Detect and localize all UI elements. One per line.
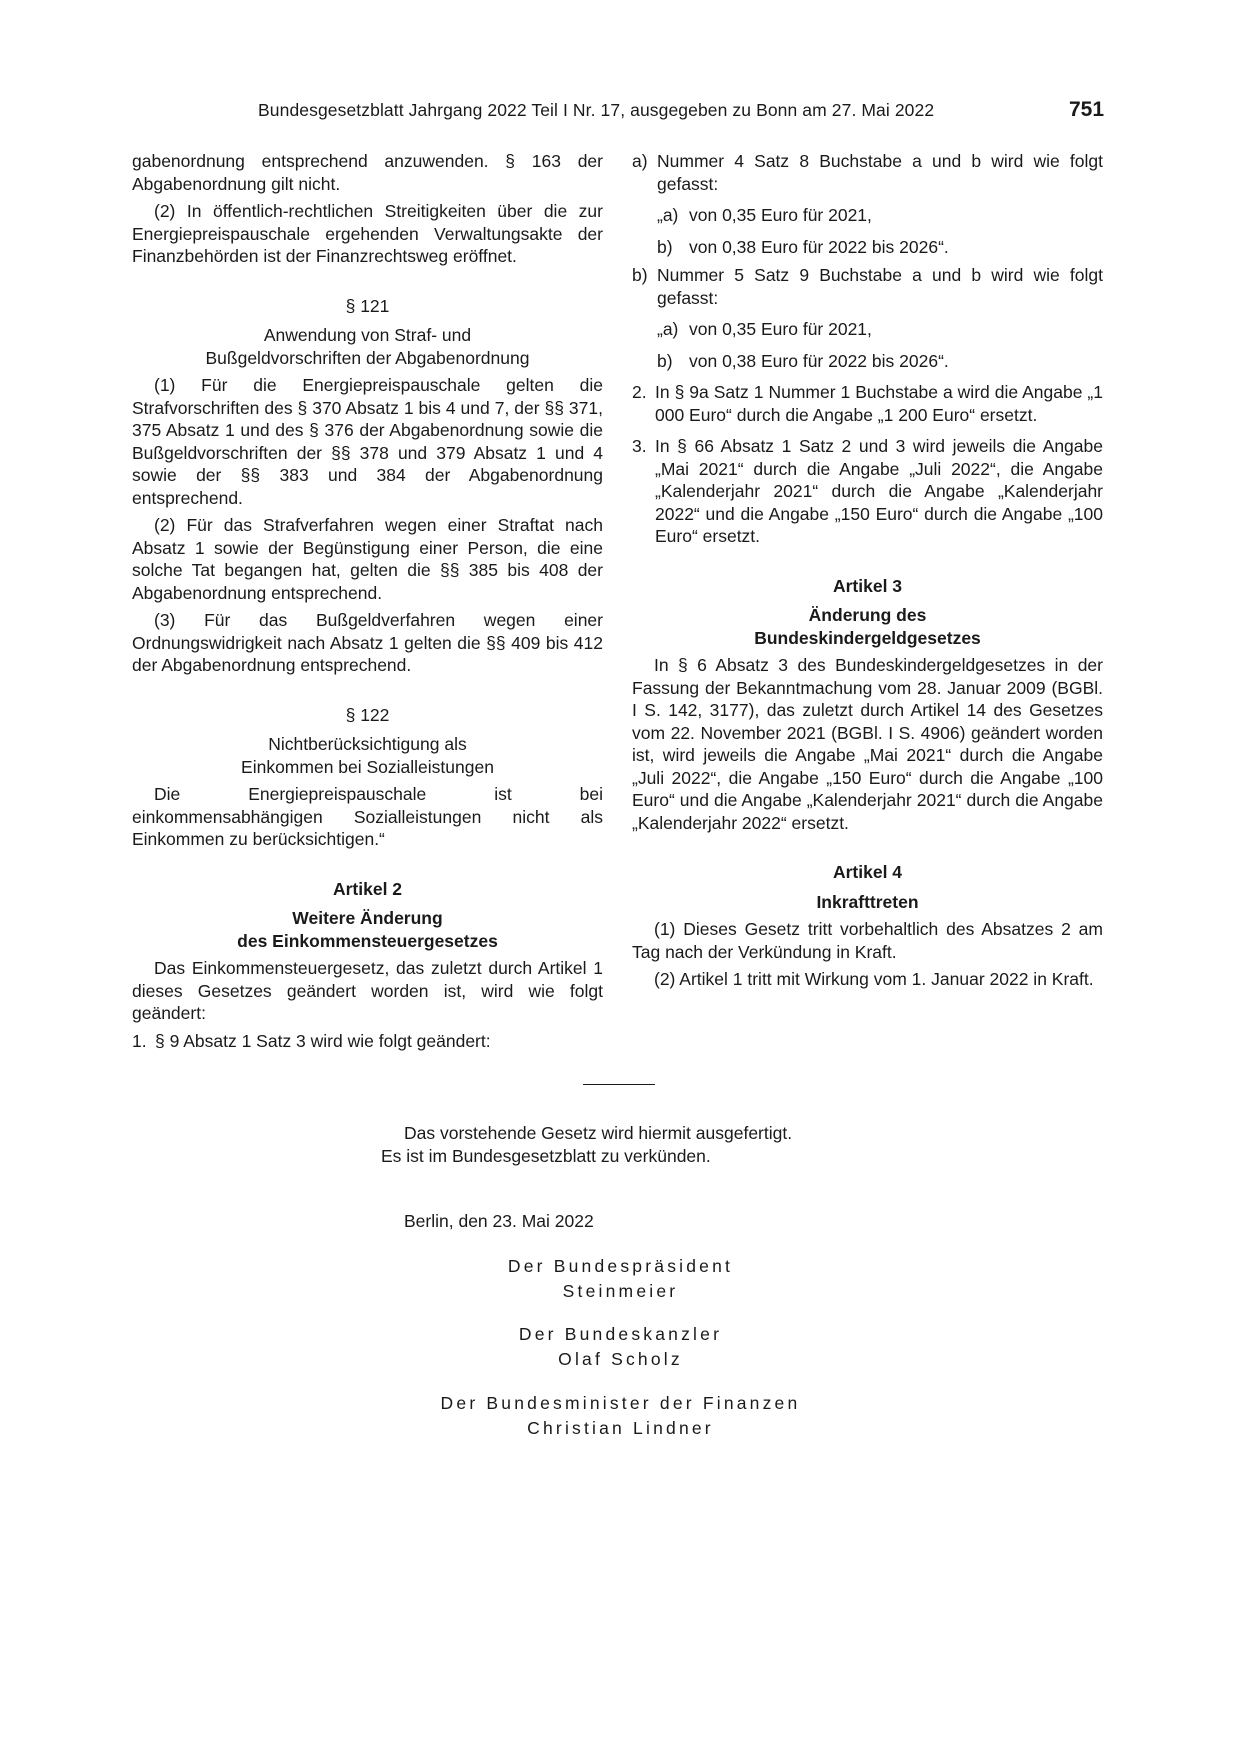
amendment-line — [632, 350, 1103, 373]
paragraph: gabenordnung entsprechend anzuwenden. § 163 der Abgabenordnung gilt nicht. — [132, 151, 603, 194]
paragraph: (1) Für die Energiepreispauschale gelten die Strafvorschriften des § 370 Absatz 1 bis 4 und 7, der §§ 371, 375 Absatz 1 und des § 376 der Abgabenordnung sowie die Bußgeldvorschriften der §§ 378 und 379 Absatz 1 und 4 sowie der §§ 383 und 384 der Abgabenordnung entsprechend. — [132, 375, 603, 508]
promulgation-line: Es ist im Bundesgesetzblatt zu verkünden. — [381, 1146, 711, 1166]
list-item-number: 1. — [132, 1030, 147, 1051]
article-title: des Einkommensteuergesetzes — [237, 930, 498, 951]
section-title: Nichtberücksichtigung als — [268, 734, 467, 754]
paragraph: Die Energiepreispauschale ist bei einkommensabhängigen Sozialleistungen nicht als Einkommen zu berücksichtigen.“ — [132, 784, 603, 849]
signatory-name: Olaf Scholz — [558, 1349, 683, 1369]
article-heading: Artikel 2 — [332, 878, 403, 899]
list-subitem-letter: b) — [632, 265, 648, 285]
list-item — [132, 1030, 603, 1053]
paragraph: (1) Dieses Gesetz tritt vorbehaltlich des Absatzes 2 am Tag nach der Verkündung in Kraft. — [632, 919, 1103, 962]
amendment-line — [632, 236, 1103, 259]
article-title: Weitere Änderung — [292, 908, 443, 928]
right-column — [632, 150, 1103, 991]
promulgation-line: Das vorstehende Gesetz wird hiermit ausgefertigt. — [404, 1123, 793, 1143]
paragraph: In § 6 Absatz 3 des Bundeskindergeldgesetzes in der Fassung der Bekanntmachung vom 28. Januar 2009 (BGBl. I S. 142, 3177), das zuletzt durch Artikel 14 des Gesetzes vom 22. November 2021 (BGBl. I S. 4906) geändert worden ist, wird jeweils die Angabe „Mai 2021“ durch die Angabe „Juli 2022“, die Angabe „150 Euro“ durch die Angabe „100 Euro“ und die Angabe „Kalenderjahr 2021“ durch die Angabe „Kalenderjahr 2022“ ersetzt. — [632, 655, 1103, 833]
page-number: 751 — [1069, 98, 1105, 121]
article-heading: Artikel 4 — [832, 862, 903, 882]
section-title: Bußgeldvorschriften der Abgabenordnung — [205, 347, 530, 368]
paragraph: (3) Für das Bußgeldverfahren wegen einer Ordnungswidrigkeit nach Absatz 1 gelten die §§ 409 bis 412 der Abgabenordnung entsprechend. — [132, 610, 603, 675]
amendment-text: von 0,38 Euro für 2022 bis 2026“. — [689, 350, 949, 371]
divider — [583, 1084, 655, 1085]
amendment-line — [632, 204, 1103, 227]
signatory-role: Der Bundeskanzler — [518, 1324, 723, 1344]
list-item-number: 2. — [632, 382, 647, 402]
paragraph: (2) Für das Strafverfahren wegen einer Straftat nach Absatz 1 sowie der Begünstigung einer Person, die eine solche Tat begangen hat, gelten die §§ 385 bis 408 der Abgabenordnung entsprechend. — [132, 515, 603, 603]
list-item-text: § 9 Absatz 1 Satz 3 wird wie folgt geändert: — [155, 1030, 491, 1051]
section-number: § 121 — [345, 295, 390, 316]
list-item — [632, 435, 1103, 548]
running-header: Bundesgesetzblatt Jahrgang 2022 Teil I Nr. 17, ausgegeben zu Bonn am 27. Mai 2022 — [258, 100, 935, 120]
list-item-text: In § 66 Absatz 1 Satz 2 und 3 wird jeweils die Angabe „Mai 2021“ durch die Angabe „Juli 2022“, die Angabe „Kalenderjahr 2021“ durch die Angabe „Kalenderjahr 2022“ und die Angabe „150 Euro“ durch die Angabe „100 Euro“ ersetzt. — [655, 436, 1103, 546]
list-subitem — [632, 150, 1103, 195]
amendment-letter: „a) — [657, 319, 679, 339]
list-subitem — [632, 264, 1103, 309]
list-subitem-text: Nummer 4 Satz 8 Buchstabe a und b wird wie folgt gefasst: — [657, 151, 1103, 194]
signatory-role: Der Bundespräsident — [507, 1256, 734, 1276]
amendment-letter: „a) — [657, 205, 679, 225]
article-heading: Artikel 3 — [832, 575, 903, 596]
article-title: Inkrafttreten — [816, 891, 919, 912]
place-date: Berlin, den 23. Mai 2022 — [404, 1211, 594, 1231]
list-subitem-letter: a) — [632, 151, 648, 171]
signatory-name: Christian Lindner — [527, 1418, 714, 1438]
article-title: Bundeskindergeldgesetzes — [754, 627, 981, 648]
paragraph: (2) In öffentlich-rechtlichen Streitigkeiten über die zur Energiepreispauschale ergehenden Verwaltungsakte der Finanzbehörden ist der Finanzrechtsweg eröffnet. — [132, 201, 603, 266]
article-title: Änderung des — [808, 605, 927, 625]
amendment-letter: b) — [657, 350, 673, 371]
list-item-text: In § 9a Satz 1 Nummer 1 Buchstabe a wird die Angabe „1 000 Euro“ durch die Angabe „1 200 Euro“ ersetzt. — [655, 382, 1103, 425]
amendment-letter: b) — [657, 236, 673, 257]
signatory-name: Steinmeier — [562, 1281, 679, 1301]
section-number: § 122 — [345, 704, 390, 725]
list-item — [632, 381, 1103, 426]
amendment-text: von 0,35 Euro für 2021, — [689, 319, 872, 339]
list-subitem-text: Nummer 5 Satz 9 Buchstabe a und b wird wie folgt gefasst: — [657, 265, 1103, 308]
section-title: Einkommen bei Sozialleistungen — [241, 756, 494, 777]
paragraph: (2) Artikel 1 tritt mit Wirkung vom 1. Januar 2022 in Kraft. — [654, 969, 1094, 989]
list-item-number: 3. — [632, 436, 647, 456]
amendment-line — [632, 318, 1103, 341]
amendment-text: von 0,35 Euro für 2021, — [689, 205, 872, 225]
signatory-role: Der Bundesminister der Finanzen — [440, 1393, 801, 1413]
paragraph: Das Einkommensteuergesetz, das zuletzt durch Artikel 1 dieses Gesetzes geändert worden ist, wird wie folgt geändert: — [132, 958, 603, 1023]
left-column — [132, 150, 603, 1052]
amendment-text: von 0,38 Euro für 2022 bis 2026“. — [689, 236, 949, 257]
section-title: Anwendung von Straf- und — [263, 325, 472, 345]
